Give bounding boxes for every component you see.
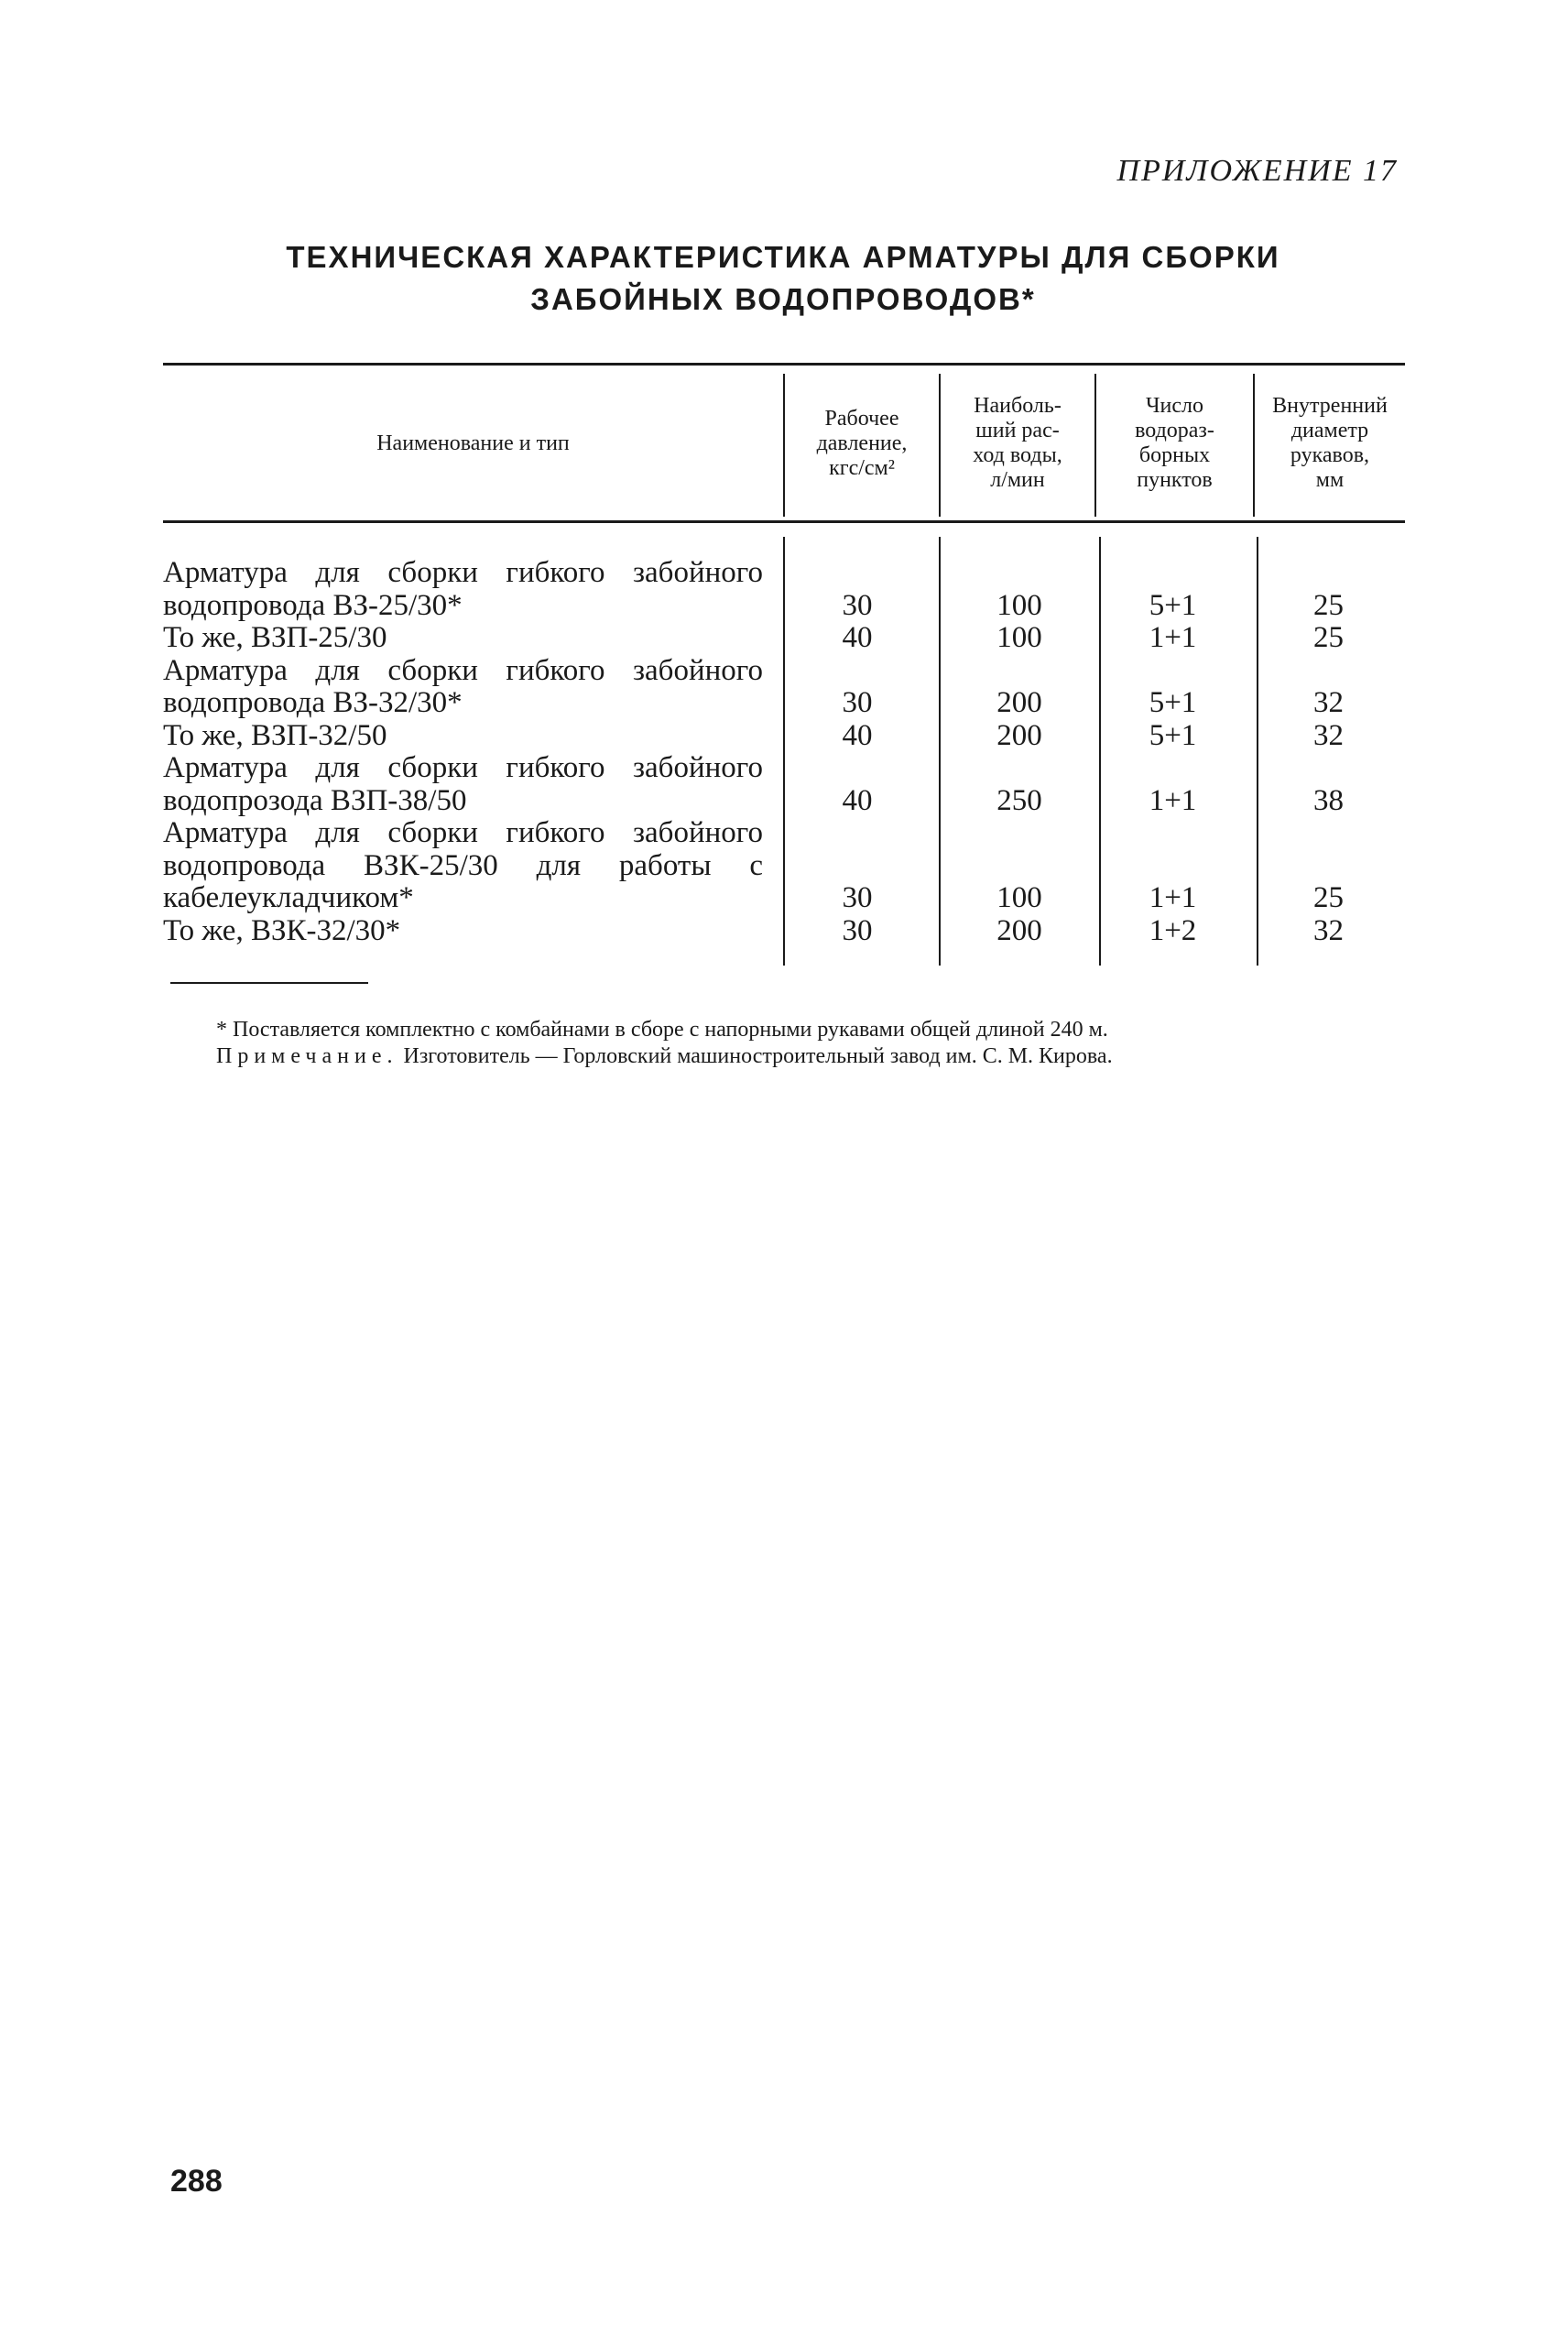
table-row <box>163 720 1405 753</box>
footnote-rule <box>170 982 368 984</box>
row-diameter: 38 <box>1313 783 1344 817</box>
row-pressure: 30 <box>842 588 873 622</box>
table-row <box>163 817 1405 915</box>
table-row <box>163 622 1405 655</box>
header-pressure-line: Рабочее <box>824 406 899 431</box>
footnote: * Поставляется комплектно с комбайнами в сборе с напорными рукавами общей длиной 240 м. <box>216 1018 1108 1042</box>
row-name: То же, ВЗП-25/30 <box>163 621 387 654</box>
header-diameter-line: мм <box>1315 468 1345 492</box>
header-diameter <box>1255 370 1405 517</box>
table-header-rule <box>163 520 1405 523</box>
row-flow: 200 <box>996 718 1042 752</box>
appendix-label: ПРИЛОЖЕНИЕ 17 <box>1116 154 1398 188</box>
table-top-rule <box>163 363 1405 366</box>
header-diameter-line: диаметр <box>1290 419 1369 442</box>
header-flow-line: л/мин <box>990 468 1045 492</box>
header-pressure-line: давление, <box>816 431 908 455</box>
row-pressure: 40 <box>842 718 873 752</box>
table-row <box>163 557 1405 622</box>
row-flow: 200 <box>996 913 1042 947</box>
title-line-1: ТЕХНИЧЕСКАЯ ХАРАКТЕРИСТИКА АРМАТУРЫ ДЛЯ СБОРКИ <box>286 240 1280 274</box>
row-diameter: 25 <box>1313 621 1344 654</box>
row-pressure: 40 <box>842 783 873 817</box>
title-line-2: ЗАБОЙНЫХ ВОДОПРОВОДОВ* <box>530 282 1036 316</box>
row-name: Арматура для сборки гибкого забойного водопровода ВЗ-25/30* <box>163 556 763 622</box>
header-name-label: Наименование и тип <box>376 431 570 455</box>
header-points <box>1096 370 1253 517</box>
note-label: Примечание. <box>216 1044 398 1068</box>
row-flow: 200 <box>996 686 1042 719</box>
row-name: То же, ВЗП-32/50 <box>163 718 387 752</box>
row-flow: 100 <box>996 621 1042 654</box>
page-title <box>147 236 1420 321</box>
header-diameter-line: Внутренний <box>1272 394 1388 418</box>
row-diameter: 25 <box>1313 881 1344 914</box>
row-flow: 250 <box>996 783 1042 817</box>
notes-block <box>170 1017 1407 1070</box>
header-name <box>163 370 783 517</box>
row-diameter: 32 <box>1313 718 1344 752</box>
table-row <box>163 915 1405 948</box>
header-points-line: Число <box>1145 394 1204 418</box>
row-pressure: 30 <box>842 913 873 947</box>
header-points-line: борных <box>1138 443 1211 467</box>
header-pressure-line: кгс/см² <box>829 455 895 480</box>
row-pressure: 40 <box>842 621 873 654</box>
row-flow: 100 <box>996 588 1042 622</box>
row-diameter: 25 <box>1313 588 1344 622</box>
row-name: Арматура для сборки гибкого забойного водопровода ВЗ-32/30* <box>163 653 763 719</box>
row-name: Арматура для сборки гибкого забойного водопрозода ВЗП-38/50 <box>163 751 763 817</box>
table-body <box>163 557 1405 947</box>
row-points: 1+1 <box>1149 621 1197 654</box>
header-flow-line: ший рас- <box>975 419 1060 442</box>
header-pressure <box>785 370 939 517</box>
note-text: Изготовитель — Горловский машиностроительный завод им. С. М. Кирова. <box>397 1044 1113 1068</box>
table-row <box>163 752 1405 817</box>
note <box>170 1043 1407 1070</box>
header-flow-line: ход воды, <box>973 443 1062 467</box>
header-points-line: водораз- <box>1135 419 1214 442</box>
row-flow: 100 <box>996 881 1042 914</box>
row-pressure: 30 <box>842 686 873 719</box>
row-points: 5+1 <box>1149 686 1197 719</box>
row-points: 5+1 <box>1149 718 1197 752</box>
row-name: То же, ВЗК-32/30* <box>163 913 401 947</box>
row-name: Арматура для сборки гибкого забойного водопровода ВЗК-25/30 для работы с кабелеукладчиком* <box>163 816 763 914</box>
header-flow <box>941 370 1094 517</box>
header-flow-line: Наиболь- <box>974 394 1062 418</box>
row-pressure: 30 <box>842 881 873 914</box>
page-number: 288 <box>170 2164 223 2199</box>
header-diameter-line: рукавов, <box>1290 443 1370 467</box>
table-row <box>163 655 1405 720</box>
row-diameter: 32 <box>1313 913 1344 947</box>
row-points: 1+1 <box>1149 783 1197 817</box>
row-points: 5+1 <box>1149 588 1197 622</box>
header-points-line: пунктов <box>1137 468 1213 492</box>
row-diameter: 32 <box>1313 686 1344 719</box>
row-points: 1+2 <box>1149 913 1197 947</box>
row-points: 1+1 <box>1149 881 1197 914</box>
